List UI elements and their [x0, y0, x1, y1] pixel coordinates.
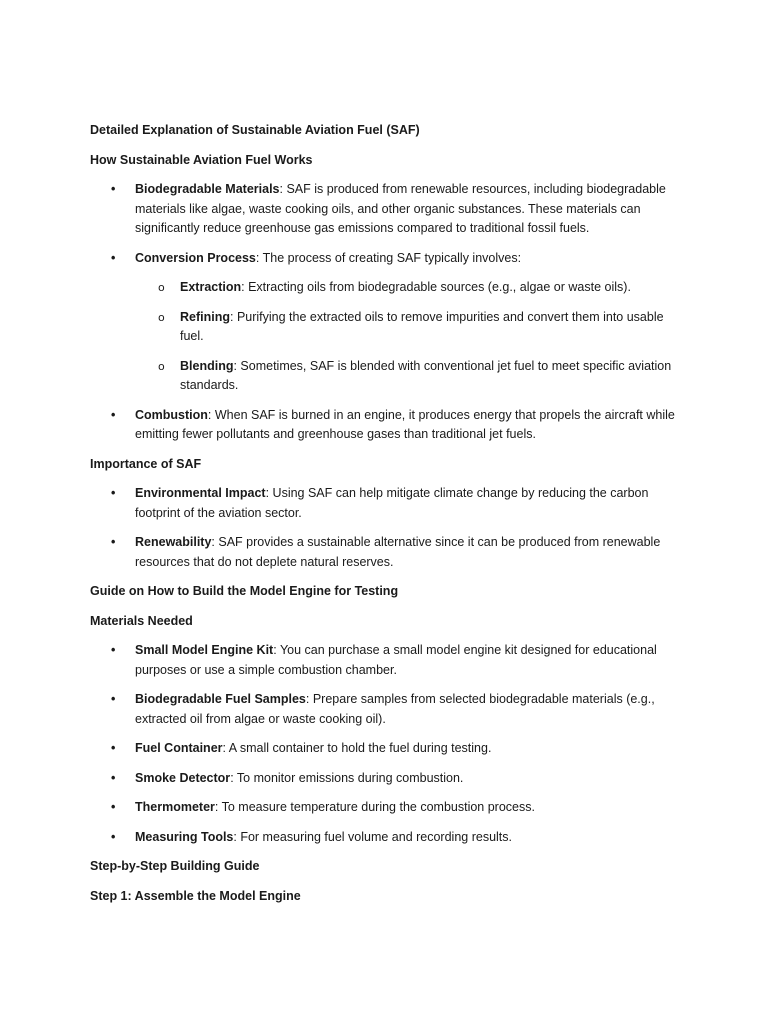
item-term: Thermometer — [135, 800, 215, 814]
materials-list — [90, 641, 690, 847]
item-term: Refining — [180, 309, 230, 324]
bullet-icon: • — [111, 182, 116, 196]
bullet-icon: • — [111, 407, 116, 422]
list-item — [90, 249, 690, 396]
item-text: : To measure temperature during the combustion process. — [214, 800, 535, 814]
item-term: Conversion Process — [135, 250, 256, 265]
list-item — [90, 739, 690, 759]
section-heading-guide: Guide on How to Build the Model Engine for Testing — [90, 584, 399, 598]
item-text: : Sometimes, SAF is blended with conventional jet fuel to meet specific aviation standards. — [180, 358, 672, 392]
section-heading-step-guide: Step-by-Step Building Guide — [90, 859, 260, 873]
item-text: : Purifying the extracted oils to remove impurities and convert them into usable fuel. — [180, 309, 664, 343]
item-text: : A small container to hold the fuel during testing. — [222, 741, 492, 755]
item-term: Blending — [180, 358, 234, 373]
bullet-icon: • — [111, 692, 116, 706]
item-text: : For measuring fuel volume and recording results. — [233, 829, 512, 844]
conversion-steps-list — [135, 278, 690, 396]
item-term: Extraction — [180, 280, 242, 294]
bullet-icon: • — [111, 741, 116, 755]
item-text: : To monitor emissions during combustion. — [230, 770, 464, 785]
list-item — [90, 798, 690, 818]
importance-list — [90, 484, 690, 572]
list-item — [135, 357, 690, 396]
item-text: : The process of creating SAF typically involves: — [255, 250, 522, 265]
list-item — [90, 769, 690, 789]
list-item — [90, 180, 690, 239]
bullet-icon: • — [111, 770, 116, 785]
bullet-icon: • — [111, 643, 116, 657]
circle-bullet-icon: o — [158, 281, 165, 294]
bullet-icon: • — [111, 829, 116, 844]
circle-bullet-icon: o — [158, 310, 165, 324]
item-text: : Prepare samples from selected biodegradable materials (e.g., extracted oil from algae or waste cooking oil). — [135, 692, 655, 726]
item-text: : You can purchase a small model engine kit designed for educational purposes or use a simple combustion chamber. — [135, 643, 657, 677]
how-works-list — [90, 180, 690, 445]
bullet-icon: • — [111, 486, 116, 500]
item-text: : Using SAF can help mitigate climate change by reducing the carbon footprint of the aviation sector. — [135, 486, 649, 520]
document-title: Detailed Explanation of Sustainable Aviation Fuel (SAF) — [90, 123, 420, 137]
list-item — [135, 278, 690, 298]
section-heading-step-1: Step 1: Assemble the Model Engine — [90, 888, 301, 903]
item-text: : SAF provides a sustainable alternative since it can be produced from renewable resources that do not deplete natural reserves. — [135, 535, 661, 569]
list-item — [90, 406, 690, 445]
document-body — [90, 121, 690, 916]
item-term: Renewability — [135, 535, 212, 549]
circle-bullet-icon: o — [158, 359, 165, 373]
item-text: : SAF is produced from renewable resources, including biodegradable materials like algae, waste cooking oils, and other organic substances. These materials can significantly reduce greenhouse gas emissions compared to traditional fossil fuels. — [135, 182, 666, 235]
section-heading-importance: Importance of SAF — [90, 456, 202, 471]
list-item — [90, 484, 690, 523]
item-term: Measuring Tools — [135, 829, 234, 844]
list-item — [135, 308, 690, 347]
bullet-icon: • — [111, 800, 116, 814]
item-text: : Extracting oils from biodegradable sources (e.g., algae or waste oils). — [241, 280, 631, 294]
item-term: Combustion — [135, 407, 208, 422]
list-item — [90, 690, 690, 729]
item-text: : When SAF is burned in an engine, it produces energy that propels the aircraft while emitting fewer pollutants and greenhouse gases than traditional jet fuels. — [135, 407, 675, 441]
bullet-icon: • — [111, 535, 116, 549]
list-item — [90, 533, 690, 572]
list-item — [90, 641, 690, 680]
section-heading-how-works: How Sustainable Aviation Fuel Works — [90, 152, 313, 167]
item-term: Environmental Impact — [135, 486, 266, 500]
section-heading-materials: Materials Needed — [90, 613, 193, 628]
list-item — [90, 828, 690, 848]
item-term: Biodegradable Materials — [135, 182, 280, 196]
item-term: Small Model Engine Kit — [135, 643, 274, 657]
bullet-icon: • — [111, 250, 116, 265]
item-term: Biodegradable Fuel Samples — [135, 692, 306, 706]
item-term: Smoke Detector — [135, 770, 231, 785]
item-term: Fuel Container — [135, 741, 223, 755]
